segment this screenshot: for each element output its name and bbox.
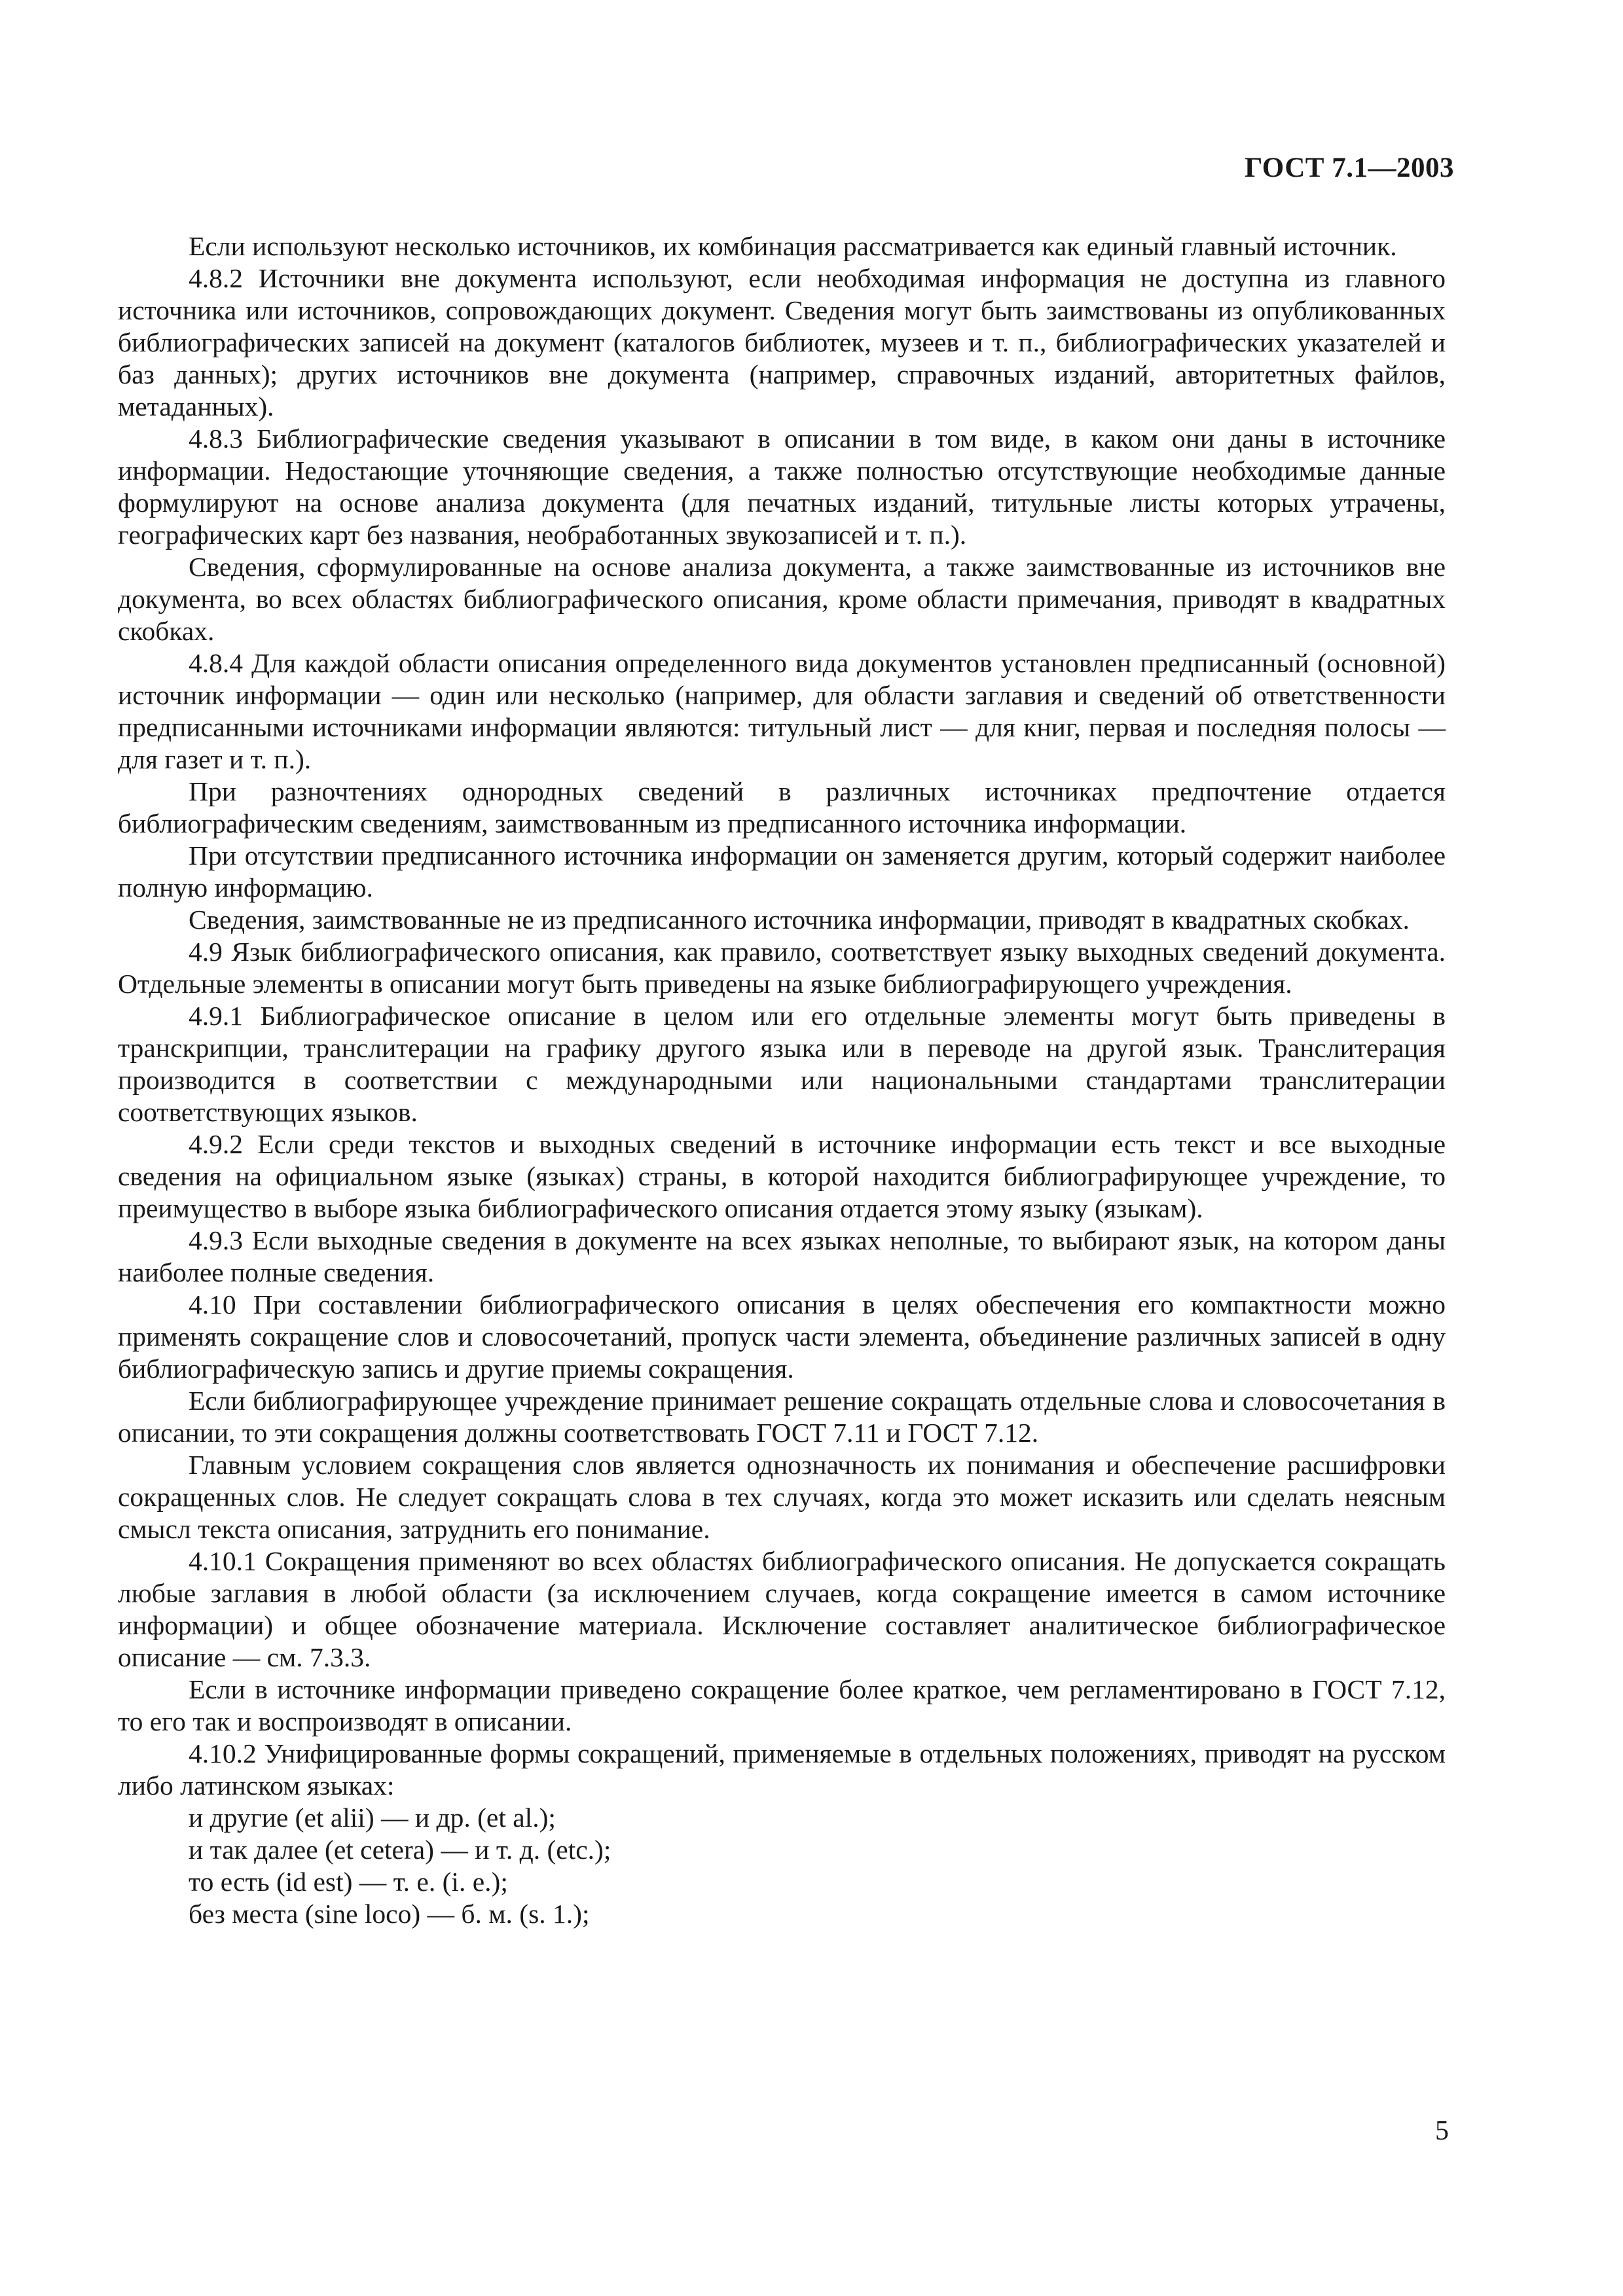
paragraph-4-8-2: 4.8.2 Источники вне документа используют, если необходимая информация не доступна из главного источника или источников, сопровождающих документ. Сведения могут быть заимствованы из опубликованных библиографических записей на документ (каталогов библиотек, музеев и т. п., библиографических указателей и баз данных); других источников вне документа (например, справочных изданий, авторитетных файлов, метаданных). — [118, 263, 1446, 422]
paragraph: Если используют несколько источников, их комбинация рассматривается как единый главный источник. — [189, 231, 1397, 261]
paragraph-4-9-2: 4.9.2 Если среди текстов и выходных сведений в источнике информации есть текст и все выходные сведения на официальном языке (языках) страны, в которой находится библиографирующее учреждение, то преимущество в выборе языка библиографического описания отдается этому языку (языкам). — [118, 1129, 1446, 1223]
paragraph-4-8-4: 4.8.4 Для каждой области описания определенного вида документов установлен предписанный (основной) источник информации — один или несколько (например, для области заглавия и сведений об ответственности предписанными источниками информации являются: титульный лист — для книг, первая и последняя полосы — для газет и т. п.). — [118, 648, 1446, 774]
page-number: 5 — [1435, 2116, 1449, 2146]
abbreviation-item: то есть (id est) — т. е. (i. e.); — [189, 1867, 508, 1897]
paragraph-4-10-1: 4.10.1 Сокращения применяют во всех областях библиографического описания. Не допускается сокращать любые заглавия в любой области (за исключением случаев, когда сокращение имеется в самом источнике информации) и общее обозначение материала. Исключение составляет аналитическое библиографическое описание — см. 7.3.3. — [118, 1546, 1446, 1672]
paragraph: Главным условием сокращения слов является однозначность их понимания и обеспечение расшифровки сокращенных слов. Не следует сокращать слова в тех случаях, когда это может исказить или сделать неясным смысл текста описания, затруднить его понимание. — [118, 1450, 1446, 1544]
paragraph-4-8-3: 4.8.3 Библиографические сведения указывают в описании в том виде, в каком они даны в источнике информации. Недостающие уточняющие сведения, а также полностью отсутствующие необходимые данные формулируют на основе анализа документа (для печатных изданий, титульные листы которых утрачены, географических карт без названия, необработанных звукозаписей и т. п.). — [118, 423, 1446, 550]
paragraph-4-9-3: 4.9.3 Если выходные сведения в документе на всех языках неполные, то выбирают язык, на котором даны наиболее полные сведения. — [118, 1225, 1446, 1287]
paragraph-4-9-1: 4.9.1 Библиографическое описание в целом или его отдельные элементы могут быть приведены в транскрипции, транслитерации на графику другого языка или в переводе на другой язык. Транслитерация производится в соответствии с международными или национальными стандартами транслитерации соответствующих языков. — [118, 1001, 1446, 1127]
paragraph-4-9: 4.9 Язык библиографического описания, как правило, соответствует языку выходных сведений документа. Отдельные элементы в описании могут быть приведены на языке библиографирующего учреждения. — [118, 937, 1446, 999]
paragraph: Сведения, сформулированные на основе анализа документа, а также заимствованные из источников вне документа, во всех областях библиографического описания, кроме области примечания, приводят в квадратных скобках. — [118, 552, 1446, 646]
paragraph: При разночтениях однородных сведений в различных источниках предпочтение отдается библиографическим сведениям, заимствованным из предписанного источника информации. — [118, 776, 1446, 838]
abbreviation-list — [118, 1802, 1446, 1930]
abbreviation-item: без места (sine loco) — б. м. (s. 1.); — [189, 1899, 590, 1929]
standard-code-header: ГОСТ 7.1—2003 — [1245, 152, 1454, 183]
paragraph: Если в источнике информации приведено сокращение более краткое, чем регламентировано в ГОСТ 7.12, то его так и воспроизводят в описании. — [118, 1674, 1446, 1736]
abbreviation-item: и другие (et alii) — и др. (et al.); — [189, 1803, 556, 1833]
paragraph-4-10: 4.10 При составлении библиографического описания в целях обеспечения его компактности можно применять сокращение слов и словосочетаний, пропуск части элемента, объединение различных записей в одну библиографическую запись и другие приемы сокращения. — [118, 1289, 1446, 1384]
paragraph-4-10-2: 4.10.2 Унифицированные формы сокращений, применяемые в отдельных положениях, приводят на русском либо латинском языках: — [118, 1738, 1446, 1801]
paragraph: Сведения, заимствованные не из предписанного источника информации, приводят в квадратных скобках. — [189, 905, 1410, 935]
paragraph: Если библиографирующее учреждение принимает решение сокращать отдельные слова и словосочетания в описании, то эти сокращения должны соответствовать ГОСТ 7.11 и ГОСТ 7.12. — [118, 1386, 1446, 1448]
abbreviation-item: и так далее (et cetera) — и т. д. (etc.); — [189, 1835, 611, 1865]
document-body — [118, 230, 1446, 1930]
paragraph: При отсутствии предписанного источника информации он заменяется другим, который содержит наиболее полную информацию. — [118, 840, 1446, 903]
